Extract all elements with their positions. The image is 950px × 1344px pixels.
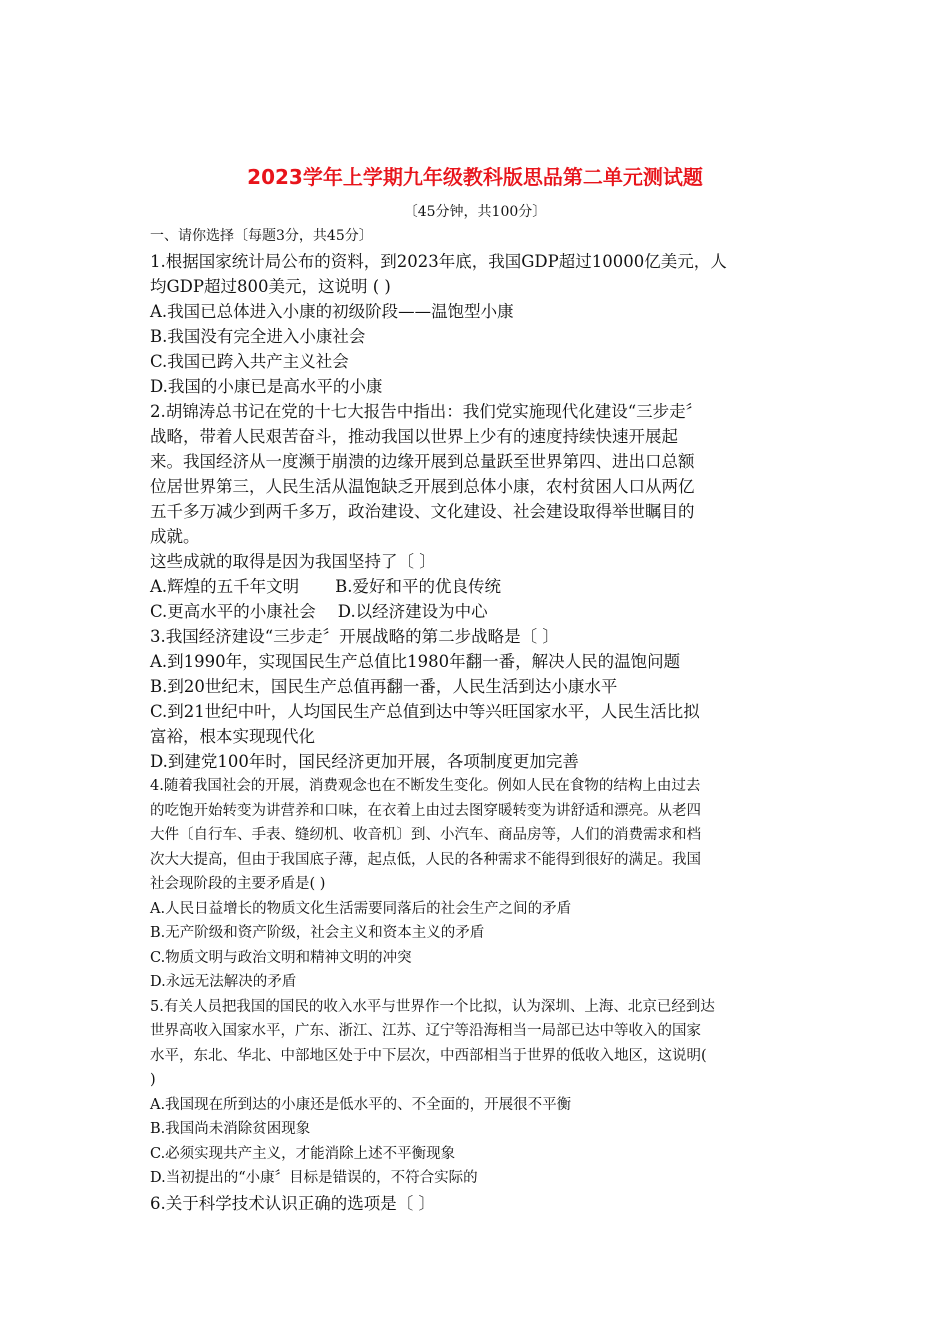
question-3-option-d: D.到建党100年时，国民经济更加开展，各项制度更加完善 — [150, 752, 579, 771]
question-2-stem-line: 来。我国经济从一度濒于崩溃的边缘开展到总量跃至世界第四、进出口总额 — [150, 452, 695, 471]
question-5-option-b: B.我国尚未消除贫困现象 — [150, 1121, 311, 1137]
question-2-stem-line: 位居世界第三，人民生活从温饱缺乏开展到总体小康，农村贫困人口从两亿 — [150, 477, 695, 496]
question-5-option-a: A.我国现在所到达的小康还是低水平的、不全面的，开展很不平衡 — [150, 1096, 572, 1113]
question-3-stem: 3.我国经济建设“三步走〞开展战略的第二步战略是〔 〕 — [150, 627, 559, 646]
question-6 — [150, 1191, 810, 1216]
question-2-stem-line: 成就。 — [150, 527, 200, 546]
question-2-stem-line: 五千多万减少到两千多万，政治建设、文化建设、社会建设取得举世瞩目的 — [150, 502, 695, 521]
question-1-option-d: D.我国的小康已是高水平的小康 — [150, 377, 383, 396]
question-4-option-d: D.永远无法解决的矛盾 — [150, 974, 297, 990]
question-1-option-a: A.我国已总体进入小康的初级阶段——温饱型小康 — [150, 302, 514, 321]
question-2-options-row — [150, 599, 810, 624]
question-1 — [150, 249, 810, 399]
section-heading: 一、请你选择〔每题3分，共45分〕 — [150, 228, 373, 244]
question-5-stem-line: ) — [150, 1072, 156, 1088]
question-4-option-a: A.人民日益增长的物质文化生活需要同落后的社会生产之间的矛盾 — [150, 900, 572, 917]
question-2-stem-line: 这些成就的取得是因为我国坚持了〔 〕 — [150, 552, 436, 571]
question-2-option-b: B.爱好和平的优良传统 — [335, 577, 502, 596]
document-title: 2023学年上学期九年级教科版思品第二单元测试题 — [247, 165, 703, 189]
question-4-stem-line: 大件〔自行车、手表、缝纫机、收音机〕到、小汽车、商品房等，人们的消费需求和档 — [150, 827, 701, 843]
question-2-stem-line: 战略，带着人民艰苦奋斗，推动我国以世界上少有的速度持续快速开展起 — [150, 427, 678, 446]
question-2-option-d: D.以经济建设为中心 — [337, 602, 488, 621]
question-5-stem-line: 世界高收入国家水平，广东、浙江、江苏、辽宁等沿海相当一局部已达中等收入的国家 — [150, 1023, 701, 1039]
question-2-stem-line: 2.胡锦涛总书记在党的十七大报告中指出：我们党实施现代化建设“三步走〞 — [150, 402, 703, 421]
question-3-option-b: B.到20世纪末，国民生产总值再翻一番，人民生活到达小康水平 — [150, 677, 618, 696]
question-4-option-c: C.物质文明与政治文明和精神文明的冲突 — [150, 949, 412, 966]
question-3-option-c: C.到21世纪中叶，人均国民生产总值到达中等兴旺国家水平，人民生活比拟 — [150, 702, 700, 721]
question-3-option-c-cont: 富裕，根本实现现代化 — [150, 727, 315, 746]
question-3 — [150, 624, 810, 774]
question-2-option-c: C.更高水平的小康社会 — [150, 602, 316, 621]
question-1-option-c: C.我国已跨入共产主义社会 — [150, 352, 349, 371]
question-1-stem-line: 1.根据国家统计局公布的资料，到2023年底，我国GDP超过10000亿美元，人 — [150, 252, 727, 271]
question-1-option-b: B.我国没有完全进入小康社会 — [150, 327, 366, 346]
question-5-option-d: D.当初提出的“小康〞目标是错误的，不符合实际的 — [150, 1170, 478, 1186]
question-5-option-c: C.必须实现共产主义，才能消除上述不平衡现象 — [150, 1145, 456, 1162]
question-4-stem-line: 的吃饱开始转变为讲营养和口味，在衣着上由过去图穿暖转变为讲舒适和漂亮。从老四 — [150, 802, 701, 819]
question-5-stem-line: 水平，东北、华北、中部地区处于中下层次，中西部相当于世界的低收入地区，这说明( — [150, 1047, 707, 1064]
question-4 — [150, 774, 810, 995]
question-2-options-row — [150, 574, 810, 599]
question-3-option-a: A.到1990年，实现国民生产总值比1980年翻一番，解决人民的温饱问题 — [150, 652, 681, 671]
question-1-stem-line: 均GDP超过800美元，这说明 ( ) — [150, 277, 391, 296]
question-2 — [150, 399, 810, 624]
document-subtitle: 〔45分钟，共100分〕 — [403, 204, 547, 220]
question-4-stem-line: 4.随着我国社会的开展，消费观念也在不断发生变化。例如人民在食物的结构上由过去 — [150, 778, 701, 794]
question-2-option-a: A.辉煌的五千年文明 — [150, 577, 300, 596]
question-5-stem-line: 5.有关人员把我国的国民的收入水平与世界作一个比拟，认为深圳、上海、北京已经到达 — [150, 998, 715, 1015]
question-5 — [150, 995, 810, 1191]
document-body — [150, 225, 810, 1216]
question-4-stem-line: 次大大提高，但由于我国底子薄，起点低，人民的各种需求不能得到很好的满足。我国 — [150, 851, 701, 868]
question-4-option-b: B.无产阶级和资产阶级，社会主义和资本主义的矛盾 — [150, 925, 485, 941]
question-6-stem: 6.关于科学技术认识正确的选项是〔 〕 — [150, 1193, 435, 1213]
question-4-stem-line: 社会现阶段的主要矛盾是( ) — [150, 876, 326, 892]
